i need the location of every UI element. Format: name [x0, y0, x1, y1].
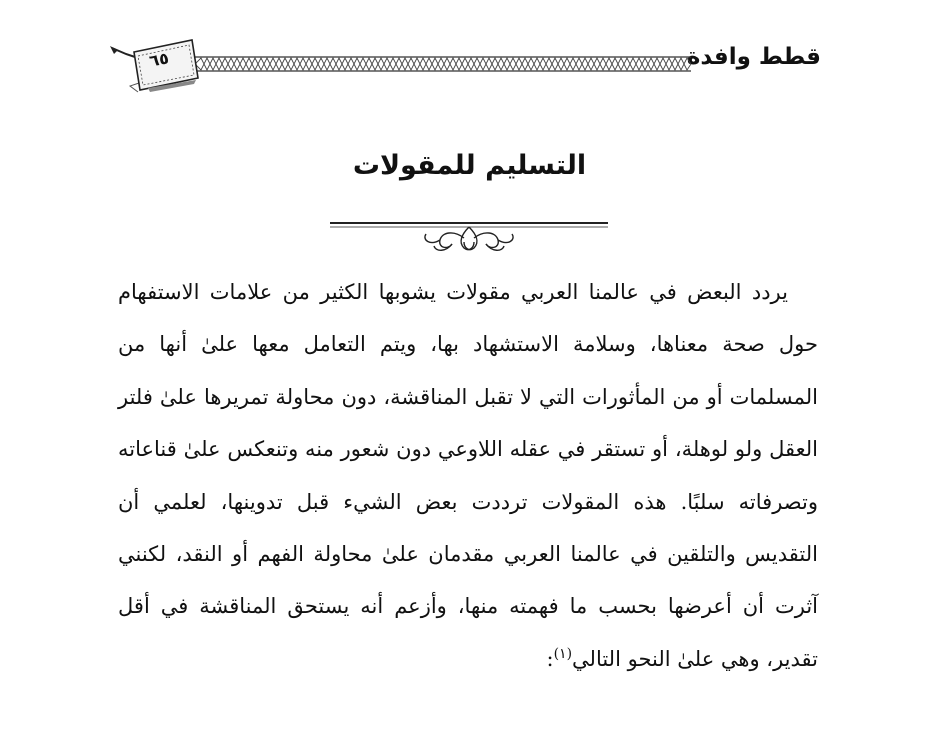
paragraph-text: يردد البعض في عالمنا العربي مقولات يشوبها الكثير من علامات الاستفهام حول صحة معناها، وسلامة الاستشهاد بها، ويتم التعامل معها علىٰ أنها من المسلمات أو من المأثورات التي لا تقبل المناقشة، دون محاولة تمريرها علىٰ فلتر العقل ولو لوهلة، أو تستقر في عقله اللاوعي دون شعور منه وتنعكس علىٰ قناعاته وتصرفاته سلبًا. هذه المقولات ترددت بعض الشيء قبل تدوينها، لعلمي أن التقديس والتلقين في عالمنا العربي مقدمان علىٰ محاولة الفهم أو النقد، لكنني آثرت أن أعرضها بحسب ما فهمته منها، وأزعم أنه يستحق المناقشة في أقل تقدير، وهي علىٰ النحو التالي: [118, 280, 818, 671]
running-title: قطط وافدة: [686, 44, 821, 70]
page-number: ٦٥: [147, 48, 171, 71]
title-ornament-icon: [330, 210, 608, 258]
footnote-reference[interactable]: (١): [553, 645, 573, 662]
paragraph-ending: :: [546, 646, 554, 671]
chapter-title: التسليم للمقولات: [352, 150, 587, 181]
body-paragraph: [118, 266, 818, 685]
body-paragraph-block: [118, 266, 818, 685]
header-decorative-rule: [195, 56, 691, 72]
